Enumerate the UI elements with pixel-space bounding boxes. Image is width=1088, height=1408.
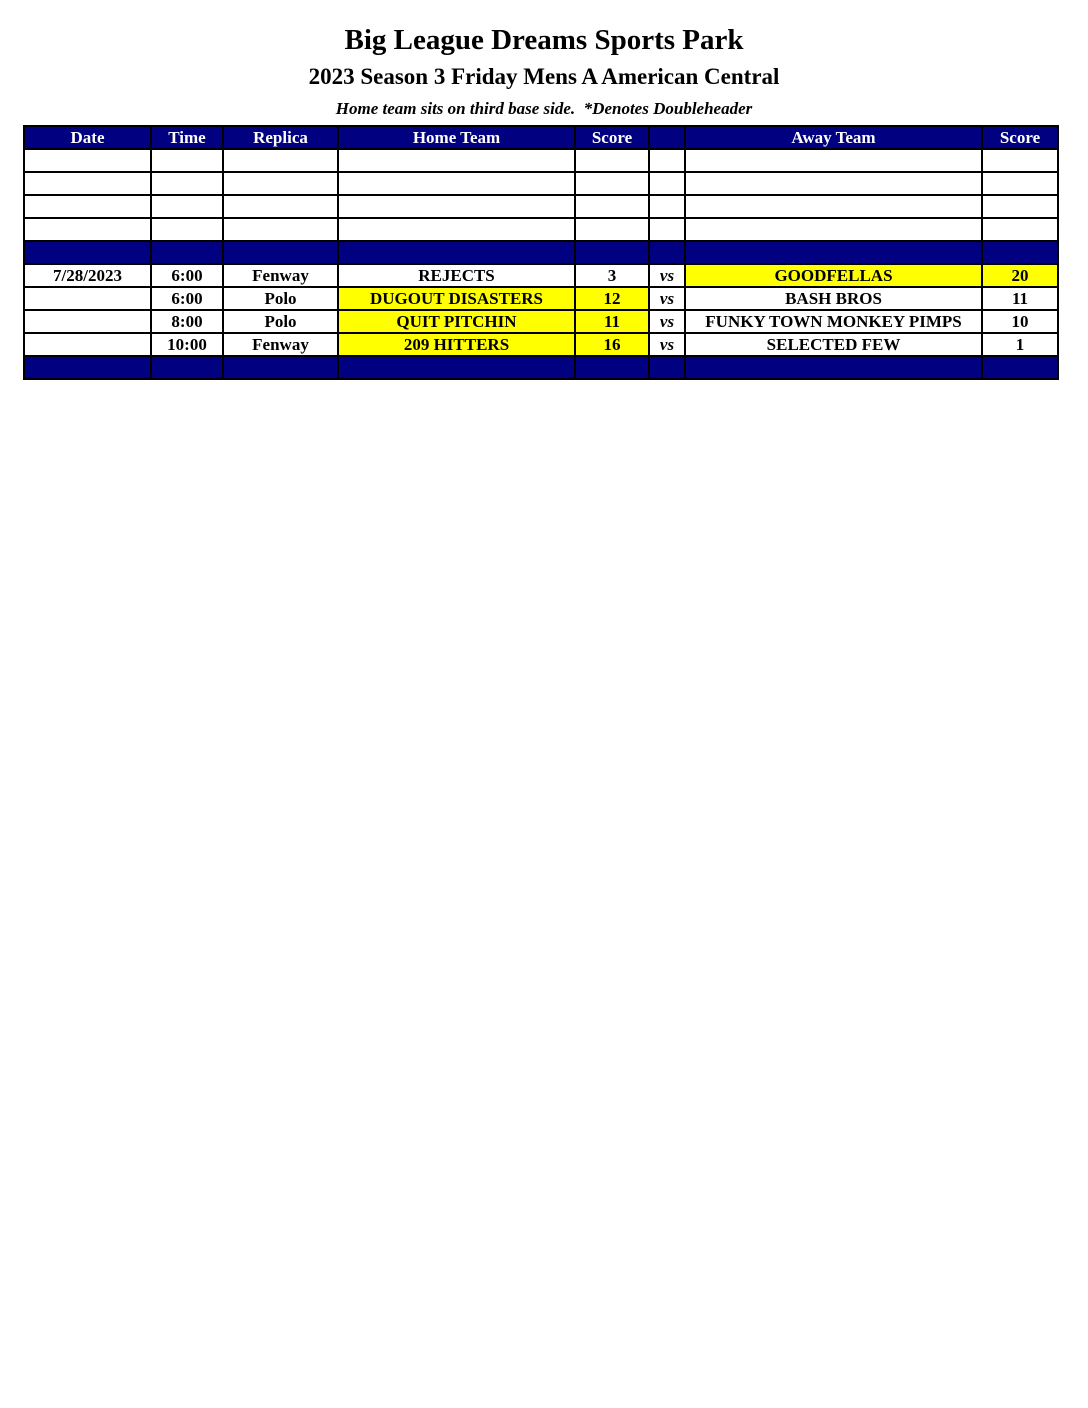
date-cell [24, 333, 151, 356]
table-row [24, 310, 1058, 333]
time-cell: 8:00 [151, 310, 223, 333]
vs-cell: vs [649, 287, 685, 310]
date-cell [24, 310, 151, 333]
vs-cell: vs [649, 264, 685, 287]
empty-row [24, 172, 1058, 195]
replica-cell: Polo [223, 310, 338, 333]
home-team-cell: DUGOUT DISASTERS [338, 287, 575, 310]
column-header-home-score: Score [575, 126, 649, 149]
vs-cell: vs [649, 310, 685, 333]
table-row [24, 287, 1058, 310]
page-subtitle: 2023 Season 3 Friday Mens A American Central [308, 64, 780, 89]
time-cell: 6:00 [151, 264, 223, 287]
home-team-cell: QUIT PITCHIN [338, 310, 575, 333]
home-score-cell: 16 [575, 333, 649, 356]
column-header-time: Time [151, 126, 223, 149]
away-team-cell: FUNKY TOWN MONKEY PIMPS [685, 310, 982, 333]
home-team-cell: 209 HITTERS [338, 333, 575, 356]
home-score-cell: 3 [575, 264, 649, 287]
away-team-cell: SELECTED FEW [685, 333, 982, 356]
vs-cell: vs [649, 333, 685, 356]
away-team-cell: BASH BROS [685, 287, 982, 310]
column-header-away-score: Score [982, 126, 1058, 149]
home-score-cell: 11 [575, 310, 649, 333]
empty-row [24, 218, 1058, 241]
date-cell [24, 287, 151, 310]
home-team-cell: REJECTS [338, 264, 575, 287]
home-score-cell: 12 [575, 287, 649, 310]
column-header-home-team: Home Team [338, 126, 575, 149]
schedule-table [23, 125, 1059, 380]
column-header-vs [649, 126, 685, 149]
page-title: Big League Dreams Sports Park [344, 24, 744, 56]
empty-row [24, 149, 1058, 172]
away-score-cell: 11 [982, 287, 1058, 310]
away-score-cell: 20 [982, 264, 1058, 287]
column-header-date: Date [24, 126, 151, 149]
column-header-away-team: Away Team [685, 126, 982, 149]
time-cell: 10:00 [151, 333, 223, 356]
replica-cell: Fenway [223, 264, 338, 287]
table-row [24, 333, 1058, 356]
table-header-row [24, 126, 1058, 149]
divider-band [24, 356, 1058, 379]
away-score-cell: 1 [982, 333, 1058, 356]
replica-cell: Polo [223, 287, 338, 310]
table-row [24, 264, 1058, 287]
replica-cell: Fenway [223, 333, 338, 356]
away-score-cell: 10 [982, 310, 1058, 333]
empty-row [24, 195, 1058, 218]
time-cell: 6:00 [151, 287, 223, 310]
column-header-replica: Replica [223, 126, 338, 149]
away-team-cell: GOODFELLAS [685, 264, 982, 287]
page-note: Home team sits on third base side. *Denotes Doubleheader [335, 99, 753, 118]
divider-band [24, 241, 1058, 264]
date-cell: 7/28/2023 [24, 264, 151, 287]
